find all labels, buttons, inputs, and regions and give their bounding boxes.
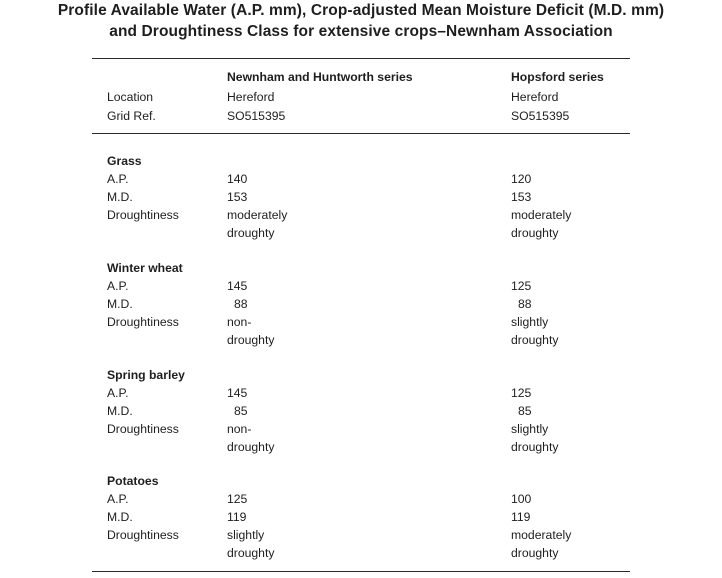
winter-wheat-droughtiness-hopsford-line-2: droughty: [511, 333, 559, 347]
winter-wheat-ap-newnham: 145: [227, 279, 248, 293]
spring-barley-md-hopsford: 85: [518, 404, 532, 418]
row-label-ap: A.P.: [107, 492, 129, 506]
winter-wheat-droughtiness-hopsford-line-1: slightly: [511, 315, 549, 329]
potatoes-droughtiness-hopsford-line-2: droughty: [511, 546, 559, 560]
grid-ref-label: Grid Ref.: [107, 109, 156, 123]
potatoes-md-newnham: 119: [227, 510, 247, 524]
grass-ap-hopsford: 120: [511, 172, 532, 186]
series-header-hopsford: Hopsford series: [511, 70, 604, 84]
potatoes-ap-newnham: 125: [227, 492, 248, 506]
grid-ref-value-newnham-huntworth: SO515395: [227, 109, 286, 123]
winter-wheat-md-newnham: 88: [234, 297, 248, 311]
spring-barley-droughtiness-newnham-line-1: non-: [227, 422, 252, 436]
row-label-md: M.D.: [107, 297, 133, 311]
spring-barley-droughtiness-hopsford-line-2: droughty: [511, 440, 559, 454]
row-label-droughtiness: Droughtiness: [107, 315, 179, 329]
potatoes-md-hopsford: 119: [511, 510, 531, 524]
grass-droughtiness-hopsford-line-1: moderately: [511, 208, 572, 222]
potatoes-droughtiness-newnham-line-2: droughty: [227, 546, 275, 560]
grass-ap-newnham: 140: [227, 172, 248, 186]
grid-ref-value-hopsford: SO515395: [511, 109, 570, 123]
grass-md-hopsford: 153: [511, 190, 532, 204]
series-header-newnham-huntworth: Newnham and Huntworth series: [227, 70, 413, 84]
location-label: Location: [107, 90, 154, 104]
grass-droughtiness-hopsford-line-2: droughty: [511, 226, 559, 240]
location-value-hopsford: Hereford: [511, 90, 559, 104]
potatoes-droughtiness-newnham-line-1: slightly: [227, 528, 265, 542]
crop-name-grass: Grass: [107, 154, 142, 168]
row-label-md: M.D.: [107, 404, 133, 418]
grass-md-newnham: 153: [227, 190, 248, 204]
spring-barley-ap-newnham: 145: [227, 386, 248, 400]
row-label-droughtiness: Droughtiness: [107, 208, 179, 222]
row-label-md: M.D.: [107, 190, 133, 204]
grass-droughtiness-newnham-line-1: moderately: [227, 208, 288, 222]
grass-droughtiness-newnham-line-2: droughty: [227, 226, 275, 240]
winter-wheat-ap-hopsford: 125: [511, 279, 532, 293]
table-title-line-1: Profile Available Water (A.P. mm), Crop-adjusted Mean Moisture Deficit (M.D. mm): [57, 2, 665, 19]
crop-name-spring-barley: Spring barley: [107, 368, 185, 382]
row-label-droughtiness: Droughtiness: [107, 422, 179, 436]
spring-barley-droughtiness-newnham-line-2: droughty: [227, 440, 275, 454]
winter-wheat-droughtiness-newnham-line-2: droughty: [227, 333, 275, 347]
location-value-newnham-huntworth: Hereford: [227, 90, 275, 104]
header-rule: [92, 133, 630, 134]
crop-name-winter-wheat: Winter wheat: [107, 261, 183, 275]
winter-wheat-droughtiness-newnham-line-1: non-: [227, 315, 252, 329]
bottom-rule: [92, 571, 630, 572]
table-title-line-2: and Droughtiness Class for extensive crops–Newnham Association: [109, 23, 613, 40]
row-label-droughtiness: Droughtiness: [107, 528, 179, 542]
crop-name-potatoes: Potatoes: [107, 474, 159, 488]
potatoes-droughtiness-hopsford-line-1: moderately: [511, 528, 572, 542]
spring-barley-ap-hopsford: 125: [511, 386, 532, 400]
spring-barley-md-newnham: 85: [234, 404, 248, 418]
winter-wheat-md-hopsford: 88: [518, 297, 532, 311]
row-label-md: M.D.: [107, 510, 133, 524]
row-label-ap: A.P.: [107, 172, 129, 186]
top-rule: [92, 58, 630, 59]
potatoes-ap-hopsford: 100: [511, 492, 532, 506]
spring-barley-droughtiness-hopsford-line-1: slightly: [511, 422, 549, 436]
row-label-ap: A.P.: [107, 279, 129, 293]
row-label-ap: A.P.: [107, 386, 129, 400]
